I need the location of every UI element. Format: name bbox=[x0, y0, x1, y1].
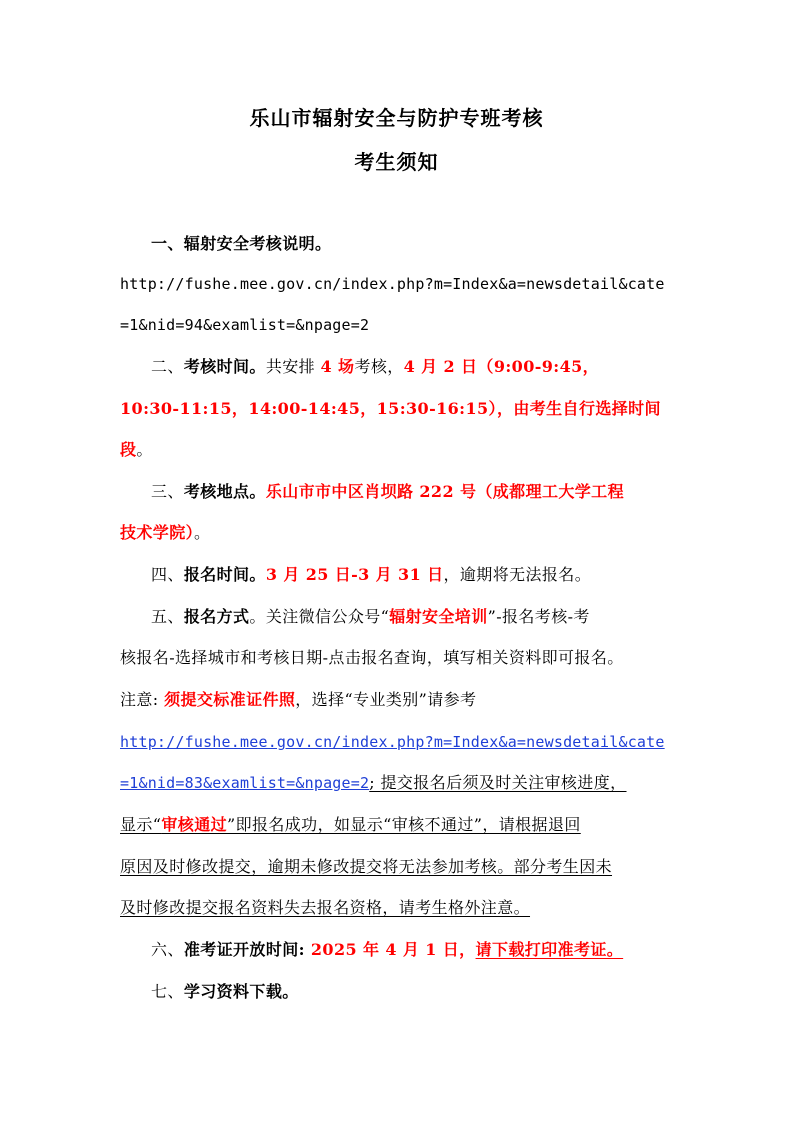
section-4-number: 四、 bbox=[151, 565, 184, 584]
section-1-heading: 一、辐射安全考核说明。 bbox=[151, 234, 332, 253]
section-5-link-cont[interactable]: =1&nid=83&examlist=&npage=2 bbox=[120, 774, 370, 792]
section-7-line bbox=[151, 980, 299, 1004]
section-5-l6-text-1: 显示“ bbox=[120, 815, 162, 834]
section-4-label: 报名时间。 bbox=[183, 565, 266, 584]
section-2-number: 二、 bbox=[151, 357, 184, 376]
section-3-label: 考核地点。 bbox=[183, 482, 266, 501]
section-2-line-2: 10:30-11:15，14:00-14:45，15:30-16:15），由考生自行选择时间 bbox=[120, 399, 661, 418]
section-6-label: 准考证开放时间: bbox=[183, 940, 311, 959]
section-3-address-cont: 技术学院） bbox=[120, 523, 195, 542]
section-6-date: 2025 年 4 月 1 日， bbox=[310, 940, 476, 959]
section-5-l6-text-2: ”即报名成功，如显示“审核不通过”，请根据退回 bbox=[227, 815, 581, 834]
section-5-note-line bbox=[120, 688, 476, 712]
section-3-address: 乐山市市中区肖坝路 222 号（成都理工大学工程 bbox=[265, 482, 624, 501]
section-5-note-rest: ，选择“专业类别”请参考 bbox=[295, 690, 477, 709]
section-5-line-6 bbox=[120, 813, 581, 837]
section-4-rest: ，逾期将无法报名。 bbox=[443, 565, 592, 584]
section-5-line-8: 及时修改提交报名资料失去报名资格，请考生格外注意。 bbox=[120, 898, 531, 917]
section-6-download-note: 请下载打印准考证。 bbox=[475, 940, 624, 959]
section-5-text-2: ”-报名考核-考 bbox=[487, 607, 590, 626]
section-5-after-link: ; 提交报名后须及时关注审核进度， bbox=[369, 773, 627, 792]
section-2-text-1: 共安排 bbox=[265, 357, 316, 376]
document-subtitle: 考生须知 bbox=[354, 150, 439, 174]
section-3-end: 。 bbox=[194, 523, 211, 542]
section-5-approved: 审核通过 bbox=[161, 815, 227, 834]
section-5-label: 报名方式 bbox=[183, 607, 250, 626]
section-5-text-1: 。关注微信公众号“ bbox=[249, 607, 390, 626]
section-3-line-2 bbox=[120, 521, 210, 545]
section-6-number: 六、 bbox=[151, 940, 184, 959]
section-5-link-line-2 bbox=[120, 771, 627, 795]
section-5-line-7: 原因及时修改提交，逾期未修改提交将无法参加考核。部分考生因未 bbox=[120, 857, 613, 876]
section-2-line-1 bbox=[151, 355, 599, 379]
section-2-sessions: 4 场 bbox=[320, 357, 355, 376]
section-2-text-3: 考核， bbox=[354, 357, 404, 376]
section-5-link-line-1[interactable]: http://fushe.mee.gov.cn/index.php?m=Index&a=newsdetail&cate bbox=[120, 733, 665, 751]
section-5-note-label: 注意: bbox=[120, 690, 165, 709]
section-1-url-line-1: http://fushe.mee.gov.cn/index.php?m=Index&a=newsdetail&cate bbox=[120, 275, 665, 293]
section-5-number: 五、 bbox=[151, 607, 184, 626]
section-7-label: 学习资料下载。 bbox=[183, 982, 299, 1001]
section-3-line-1 bbox=[151, 480, 624, 504]
section-5-wechat-name: 辐射安全培训 bbox=[389, 607, 488, 626]
section-5-line-1 bbox=[151, 605, 590, 629]
section-1-url-line-2: =1&nid=94&examlist=&npage=2 bbox=[120, 316, 370, 334]
section-7-number: 七、 bbox=[151, 982, 184, 1001]
section-2-line-3-end: 。 bbox=[136, 440, 153, 459]
section-2-line-3 bbox=[120, 438, 153, 462]
section-2-line-3-red: 段 bbox=[120, 440, 137, 459]
section-5-note-red: 须提交标准证件照 bbox=[164, 690, 296, 709]
section-2-label: 考核时间。 bbox=[183, 357, 266, 376]
section-5-line-2: 核报名-选择城市和考核日期-点击报名查询，填写相关资料即可报名。 bbox=[120, 648, 624, 667]
document-title: 乐山市辐射安全与防护专班考核 bbox=[249, 106, 544, 130]
section-4-dates: 3 月 25 日-3 月 31 日 bbox=[265, 565, 444, 584]
section-4-line bbox=[151, 563, 591, 587]
section-2-date: 4 月 2 日（9:00-9:45， bbox=[403, 357, 600, 376]
section-6-line bbox=[151, 938, 623, 962]
section-3-number: 三、 bbox=[151, 482, 184, 501]
